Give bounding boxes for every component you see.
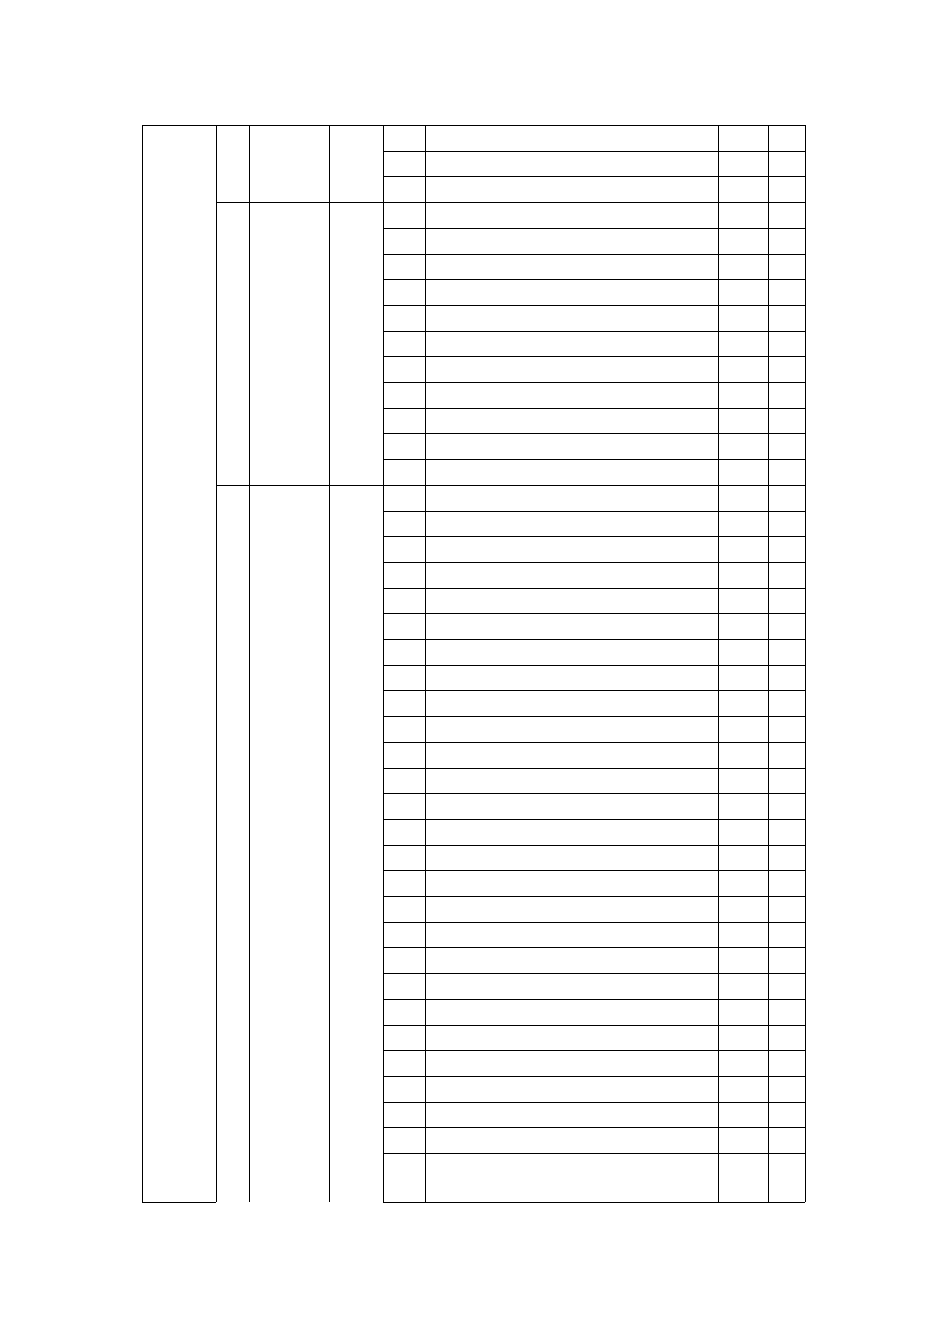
group-divider bbox=[216, 485, 383, 486]
row-divider bbox=[383, 870, 805, 871]
row-divider bbox=[383, 819, 805, 820]
table-bottom-border bbox=[383, 1202, 805, 1203]
row-divider bbox=[383, 254, 805, 255]
row-divider bbox=[383, 1102, 805, 1103]
row-divider bbox=[383, 485, 805, 486]
row-divider bbox=[383, 305, 805, 306]
row-divider bbox=[383, 202, 805, 203]
row-divider bbox=[383, 665, 805, 666]
row-divider bbox=[383, 356, 805, 357]
column-divider bbox=[425, 125, 426, 1202]
row-divider bbox=[383, 176, 805, 177]
column-divider bbox=[383, 125, 384, 1202]
column-divider bbox=[768, 125, 769, 1202]
row-divider bbox=[383, 511, 805, 512]
row-divider bbox=[383, 1127, 805, 1128]
table-top-border bbox=[142, 125, 383, 126]
row-divider bbox=[383, 408, 805, 409]
row-divider bbox=[383, 279, 805, 280]
row-divider bbox=[383, 459, 805, 460]
row-divider bbox=[383, 896, 805, 897]
row-divider bbox=[383, 562, 805, 563]
row-divider bbox=[383, 1153, 805, 1154]
column-divider bbox=[216, 125, 217, 1202]
row-divider bbox=[383, 125, 805, 126]
column-divider bbox=[805, 125, 806, 1202]
row-divider bbox=[383, 845, 805, 846]
row-divider bbox=[383, 536, 805, 537]
row-divider bbox=[383, 1050, 805, 1051]
row-divider bbox=[383, 613, 805, 614]
row-divider bbox=[383, 690, 805, 691]
row-divider bbox=[383, 742, 805, 743]
row-divider bbox=[383, 1025, 805, 1026]
row-divider bbox=[383, 793, 805, 794]
row-divider bbox=[383, 331, 805, 332]
row-divider bbox=[383, 947, 805, 948]
row-divider bbox=[383, 151, 805, 152]
first-column-bottom-border bbox=[142, 1202, 216, 1203]
row-divider bbox=[383, 1076, 805, 1077]
row-divider bbox=[383, 973, 805, 974]
column-divider bbox=[329, 125, 330, 1202]
column-divider bbox=[718, 125, 719, 1202]
row-divider bbox=[383, 716, 805, 717]
column-divider bbox=[249, 125, 250, 1202]
row-divider bbox=[383, 999, 805, 1000]
row-divider bbox=[383, 639, 805, 640]
row-divider bbox=[383, 922, 805, 923]
row-divider bbox=[383, 228, 805, 229]
group-divider bbox=[216, 202, 383, 203]
outer-left-border bbox=[142, 125, 143, 1202]
row-divider bbox=[383, 433, 805, 434]
row-divider bbox=[383, 768, 805, 769]
row-divider bbox=[383, 382, 805, 383]
row-divider bbox=[383, 588, 805, 589]
